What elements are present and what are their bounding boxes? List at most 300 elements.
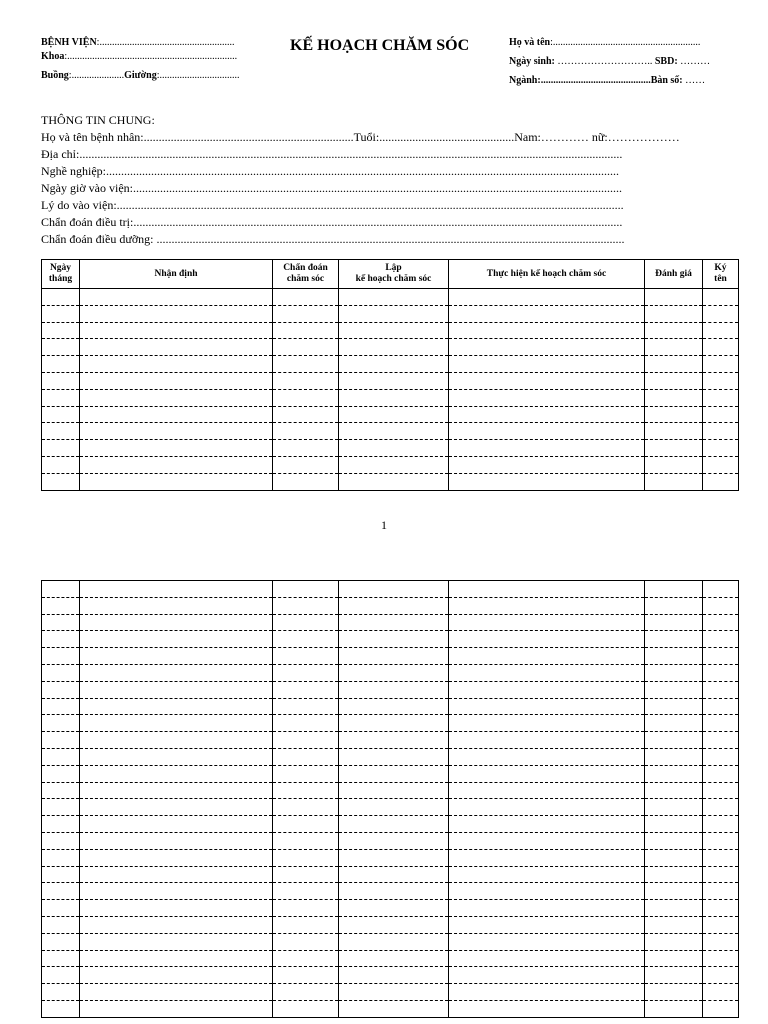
table-cell[interactable]: [449, 372, 645, 389]
nurse-dx-line[interactable]: Chẩn đoán điều dưỡng: ............................................................................................................................................................: [41, 232, 625, 246]
table-cell[interactable]: [339, 765, 449, 782]
table-row: [42, 289, 739, 306]
table-cell[interactable]: [273, 305, 339, 322]
table-cell[interactable]: [703, 614, 739, 631]
table-cell[interactable]: [339, 614, 449, 631]
major-dots[interactable]: ............................................: [540, 75, 651, 86]
dept-dots[interactable]: :....................................................................: [64, 51, 238, 62]
name-dots[interactable]: :...........................................................: [550, 37, 701, 48]
table-cell[interactable]: [645, 406, 703, 423]
table-cell[interactable]: [703, 765, 739, 782]
table-cell[interactable]: [449, 597, 645, 614]
table-cell[interactable]: [339, 984, 449, 1001]
table-cell[interactable]: [645, 732, 703, 749]
table-cell[interactable]: [703, 950, 739, 967]
table-cell[interactable]: [449, 715, 645, 732]
table-cell[interactable]: [339, 698, 449, 715]
table-cell[interactable]: [42, 832, 80, 849]
table-cell[interactable]: [703, 339, 739, 356]
table-cell[interactable]: [339, 1000, 449, 1017]
table-cell[interactable]: [80, 950, 273, 967]
table-cell[interactable]: [703, 305, 739, 322]
table-cell[interactable]: [339, 849, 449, 866]
table-cell[interactable]: [80, 900, 273, 917]
table-cell[interactable]: [339, 866, 449, 883]
table-cell[interactable]: [645, 664, 703, 681]
table-cell[interactable]: [645, 339, 703, 356]
table-cell[interactable]: [449, 614, 645, 631]
table-cell[interactable]: [645, 597, 703, 614]
table-cell[interactable]: [42, 372, 80, 389]
table-cell[interactable]: [645, 984, 703, 1001]
table-cell[interactable]: [449, 473, 645, 490]
table-cell[interactable]: [703, 322, 739, 339]
table-cell[interactable]: [80, 356, 273, 373]
table-cell[interactable]: [80, 372, 273, 389]
table-cell[interactable]: [339, 339, 449, 356]
table-cell[interactable]: [645, 832, 703, 849]
table-cell[interactable]: [273, 866, 339, 883]
table-cell[interactable]: [703, 900, 739, 917]
table-cell[interactable]: [42, 289, 80, 306]
table-cell[interactable]: [80, 664, 273, 681]
table-cell[interactable]: [42, 816, 80, 833]
table-cell[interactable]: [80, 322, 273, 339]
table-cell[interactable]: [80, 473, 273, 490]
table-cell[interactable]: [703, 732, 739, 749]
table-cell[interactable]: [42, 799, 80, 816]
table-row: [42, 456, 739, 473]
table-cell[interactable]: [645, 681, 703, 698]
table-cell[interactable]: [80, 631, 273, 648]
table-cell[interactable]: [273, 597, 339, 614]
table-cell[interactable]: [80, 748, 273, 765]
table-cell[interactable]: [42, 950, 80, 967]
table-cell[interactable]: [339, 799, 449, 816]
table-cell[interactable]: [449, 883, 645, 900]
table-cell[interactable]: [273, 289, 339, 306]
table-cell[interactable]: [449, 816, 645, 833]
table-cell[interactable]: [703, 406, 739, 423]
table-cell[interactable]: [645, 322, 703, 339]
table-cell[interactable]: [42, 597, 80, 614]
table-cell[interactable]: [339, 423, 449, 440]
table-cell[interactable]: [339, 933, 449, 950]
table-cell[interactable]: [645, 748, 703, 765]
table-cell[interactable]: [703, 648, 739, 665]
table-cell[interactable]: [339, 473, 449, 490]
table-cell[interactable]: [80, 883, 273, 900]
table-cell[interactable]: [339, 732, 449, 749]
table-cell[interactable]: [339, 581, 449, 598]
table-cell[interactable]: [449, 440, 645, 457]
table-cell[interactable]: [80, 799, 273, 816]
table-cell[interactable]: [703, 581, 739, 598]
table-cell[interactable]: [339, 305, 449, 322]
address-line[interactable]: Địa chỉ:.....................................................................................................................................................................................: [41, 147, 623, 161]
table-cell[interactable]: [42, 883, 80, 900]
table-cell[interactable]: [80, 456, 273, 473]
table-cell[interactable]: [80, 732, 273, 749]
table-cell[interactable]: [273, 967, 339, 984]
table-cell[interactable]: [273, 339, 339, 356]
table-cell[interactable]: [645, 967, 703, 984]
table-cell[interactable]: [42, 748, 80, 765]
table-cell[interactable]: [80, 305, 273, 322]
table-cell[interactable]: [339, 440, 449, 457]
table-cell[interactable]: [339, 950, 449, 967]
table-cell[interactable]: [80, 614, 273, 631]
table-cell[interactable]: [273, 581, 339, 598]
table-cell[interactable]: [703, 866, 739, 883]
table-cell[interactable]: [273, 631, 339, 648]
table-cell[interactable]: [339, 900, 449, 917]
table-cell[interactable]: [449, 933, 645, 950]
table-cell[interactable]: [645, 765, 703, 782]
table-cell[interactable]: [273, 765, 339, 782]
table-cell[interactable]: [703, 967, 739, 984]
table-cell[interactable]: [273, 698, 339, 715]
table-cell[interactable]: [339, 406, 449, 423]
table-cell[interactable]: [449, 423, 645, 440]
table-cell[interactable]: [339, 782, 449, 799]
table-cell[interactable]: [339, 715, 449, 732]
table-cell[interactable]: [339, 967, 449, 984]
table-cell[interactable]: [703, 456, 739, 473]
table-cell[interactable]: [449, 916, 645, 933]
table-cell[interactable]: [449, 289, 645, 306]
col-plan-line1: Lập: [385, 263, 402, 273]
table-cell[interactable]: [645, 648, 703, 665]
table-cell[interactable]: [703, 289, 739, 306]
table-cell[interactable]: [449, 631, 645, 648]
table-cell[interactable]: [703, 916, 739, 933]
table-cell[interactable]: [339, 456, 449, 473]
table-cell[interactable]: [645, 950, 703, 967]
table-cell[interactable]: [80, 339, 273, 356]
table-cell[interactable]: [645, 900, 703, 917]
table-cell[interactable]: [703, 1000, 739, 1017]
table-cell[interactable]: [42, 581, 80, 598]
table-cell[interactable]: [449, 648, 645, 665]
table-cell[interactable]: [449, 698, 645, 715]
table-cell[interactable]: [645, 816, 703, 833]
table-cell[interactable]: [645, 883, 703, 900]
table-cell[interactable]: [449, 832, 645, 849]
table-cell[interactable]: [42, 866, 80, 883]
table-cell[interactable]: [273, 916, 339, 933]
table-cell[interactable]: [42, 631, 80, 648]
treat-dx-line[interactable]: Chẩn đoán điều trị:...................................................................................................................................................................: [41, 215, 623, 229]
table-cell[interactable]: [703, 832, 739, 849]
table-row: [42, 356, 739, 373]
table-cell[interactable]: [80, 681, 273, 698]
table-cell[interactable]: [703, 748, 739, 765]
room-dots[interactable]: :.....................: [68, 70, 125, 81]
table-cell[interactable]: [42, 322, 80, 339]
table-cell[interactable]: [80, 581, 273, 598]
table-cell[interactable]: [273, 900, 339, 917]
table-cell[interactable]: [339, 631, 449, 648]
table-cell[interactable]: [449, 866, 645, 883]
table-cell[interactable]: [273, 933, 339, 950]
table-cell[interactable]: [645, 933, 703, 950]
table-cell[interactable]: [339, 681, 449, 698]
table-cell[interactable]: [449, 950, 645, 967]
table-cell[interactable]: [273, 648, 339, 665]
table-cell[interactable]: [645, 456, 703, 473]
table-cell[interactable]: [703, 664, 739, 681]
table-cell[interactable]: [42, 715, 80, 732]
table-cell[interactable]: [273, 406, 339, 423]
table-cell[interactable]: [339, 832, 449, 849]
table-cell[interactable]: [645, 473, 703, 490]
table-cell[interactable]: [273, 356, 339, 373]
table-cell[interactable]: [42, 473, 80, 490]
bed-dots[interactable]: :................................: [156, 70, 240, 81]
table-cell[interactable]: [645, 372, 703, 389]
table-cell[interactable]: [42, 916, 80, 933]
table-row: [42, 950, 739, 967]
table-cell[interactable]: [273, 1000, 339, 1017]
table-cell[interactable]: [42, 984, 80, 1001]
table-cell[interactable]: [703, 423, 739, 440]
table-cell[interactable]: [42, 849, 80, 866]
table-cell[interactable]: [339, 664, 449, 681]
table-row: [42, 1000, 739, 1017]
table-cell[interactable]: [645, 1000, 703, 1017]
table-row: [42, 816, 739, 833]
reason-line[interactable]: Lý do vào viện:.........................................................................................................................................................................: [41, 198, 624, 212]
table-cell[interactable]: [80, 832, 273, 849]
table-cell[interactable]: [80, 406, 273, 423]
table-cell[interactable]: [273, 984, 339, 1001]
table-cell[interactable]: [80, 782, 273, 799]
table-cell[interactable]: [339, 883, 449, 900]
table-cell[interactable]: [645, 614, 703, 631]
table-cell[interactable]: [645, 866, 703, 883]
table-cell[interactable]: [449, 389, 645, 406]
table-cell[interactable]: [645, 715, 703, 732]
table-cell[interactable]: [273, 950, 339, 967]
table-cell[interactable]: [80, 967, 273, 984]
table-cell[interactable]: [703, 440, 739, 457]
table-cell[interactable]: [273, 832, 339, 849]
admit-time-line[interactable]: Ngày giờ vào viện:...................................................................................................................................................................: [41, 181, 622, 195]
table-cell[interactable]: [42, 305, 80, 322]
table-cell[interactable]: [42, 967, 80, 984]
table-cell[interactable]: [645, 849, 703, 866]
table-cell[interactable]: [273, 782, 339, 799]
table-cell[interactable]: [80, 765, 273, 782]
dob-dots[interactable]: ………………………..: [557, 56, 653, 67]
table-cell[interactable]: [42, 456, 80, 473]
table-cell[interactable]: [703, 631, 739, 648]
table-row: [42, 681, 739, 698]
table-row: [42, 581, 739, 598]
table-cell[interactable]: [273, 748, 339, 765]
table-cell[interactable]: [645, 916, 703, 933]
table-cell[interactable]: [42, 900, 80, 917]
table-cell[interactable]: [42, 614, 80, 631]
table-cell[interactable]: [80, 389, 273, 406]
table-cell[interactable]: [80, 715, 273, 732]
table-row: [42, 866, 739, 883]
patient-line[interactable]: Họ và tên bệnh nhân:......................................................................Tuổi:.............................................Nam:………… nữ:………………: [41, 130, 680, 144]
table-cell[interactable]: [273, 456, 339, 473]
table-cell[interactable]: [42, 339, 80, 356]
col-sign-line1: Ký: [714, 263, 727, 273]
table-cell[interactable]: [273, 322, 339, 339]
table-cell[interactable]: [42, 440, 80, 457]
table-cell[interactable]: [645, 356, 703, 373]
table-cell[interactable]: [273, 423, 339, 440]
table-cell[interactable]: [703, 816, 739, 833]
table-cell[interactable]: [449, 732, 645, 749]
table-cell[interactable]: [645, 698, 703, 715]
table-cell[interactable]: [42, 356, 80, 373]
table-cell[interactable]: [273, 883, 339, 900]
table-cell[interactable]: [645, 289, 703, 306]
table-cell[interactable]: [42, 933, 80, 950]
table-cell[interactable]: [42, 648, 80, 665]
table-cell[interactable]: [42, 1000, 80, 1017]
table-cell[interactable]: [42, 681, 80, 698]
table-cell[interactable]: [80, 866, 273, 883]
table-cell[interactable]: [42, 732, 80, 749]
table-cell[interactable]: [339, 816, 449, 833]
desk-dots[interactable]: ……: [685, 75, 706, 86]
col-exec-header: Thực hiện kế hoạch chăm sóc: [449, 260, 645, 289]
table-cell[interactable]: [703, 473, 739, 490]
table-cell[interactable]: [449, 748, 645, 765]
table-cell[interactable]: [449, 1000, 645, 1017]
table-cell[interactable]: [273, 614, 339, 631]
table-cell[interactable]: [703, 883, 739, 900]
table-cell[interactable]: [273, 732, 339, 749]
table-cell[interactable]: [449, 799, 645, 816]
table-cell[interactable]: [449, 339, 645, 356]
table-cell[interactable]: [80, 648, 273, 665]
table-cell[interactable]: [273, 664, 339, 681]
table-cell[interactable]: [703, 933, 739, 950]
table-cell[interactable]: [339, 748, 449, 765]
table-cell[interactable]: [703, 782, 739, 799]
hospital-dots[interactable]: :......................................................: [96, 37, 235, 48]
table-cell[interactable]: [703, 849, 739, 866]
table-cell[interactable]: [273, 849, 339, 866]
sbd-label: SBD:: [654, 56, 678, 67]
table-cell[interactable]: [703, 389, 739, 406]
table-cell[interactable]: [449, 849, 645, 866]
table-cell[interactable]: [645, 440, 703, 457]
table-cell[interactable]: [273, 473, 339, 490]
table-cell[interactable]: [449, 356, 645, 373]
col-dx-line1: Chẩn đoán: [283, 263, 328, 273]
table-cell[interactable]: [42, 389, 80, 406]
table-cell[interactable]: [80, 984, 273, 1001]
table-cell[interactable]: [273, 681, 339, 698]
table-cell[interactable]: [645, 631, 703, 648]
table-cell[interactable]: [703, 715, 739, 732]
table-cell[interactable]: [80, 816, 273, 833]
table-cell[interactable]: [449, 681, 645, 698]
table-cell[interactable]: [645, 423, 703, 440]
table-cell[interactable]: [449, 305, 645, 322]
table-cell[interactable]: [80, 916, 273, 933]
table-cell[interactable]: [42, 423, 80, 440]
table-cell[interactable]: [80, 423, 273, 440]
table-cell[interactable]: [273, 799, 339, 816]
table-cell[interactable]: [703, 799, 739, 816]
table-cell[interactable]: [449, 456, 645, 473]
table-cell[interactable]: [273, 816, 339, 833]
table-cell[interactable]: [339, 356, 449, 373]
table-cell[interactable]: [645, 581, 703, 598]
table-cell[interactable]: [80, 1000, 273, 1017]
table-cell[interactable]: [273, 372, 339, 389]
table-cell[interactable]: [703, 698, 739, 715]
table-cell[interactable]: [273, 440, 339, 457]
job-line[interactable]: Nghề nghiệp:...........................................................................................................................................................................: [41, 164, 619, 178]
table-cell[interactable]: [339, 289, 449, 306]
table-cell[interactable]: [645, 305, 703, 322]
table-cell[interactable]: [449, 984, 645, 1001]
table-cell[interactable]: [339, 322, 449, 339]
dept-field: [41, 51, 237, 62]
table-cell[interactable]: [42, 406, 80, 423]
table-cell[interactable]: [339, 597, 449, 614]
table-cell[interactable]: [80, 849, 273, 866]
table-cell[interactable]: [703, 681, 739, 698]
dob-label: Ngày sinh:: [509, 56, 555, 67]
table-cell[interactable]: [80, 289, 273, 306]
table-cell[interactable]: [80, 597, 273, 614]
table-cell[interactable]: [449, 900, 645, 917]
table-cell[interactable]: [273, 715, 339, 732]
table-cell[interactable]: [449, 581, 645, 598]
table-cell[interactable]: [42, 698, 80, 715]
table-cell[interactable]: [339, 916, 449, 933]
sbd-dots[interactable]: ………: [680, 56, 711, 67]
table-cell[interactable]: [339, 648, 449, 665]
table-cell[interactable]: [645, 782, 703, 799]
table-cell[interactable]: [449, 782, 645, 799]
table-cell[interactable]: [42, 765, 80, 782]
table-cell[interactable]: [703, 597, 739, 614]
col-dx-line2: chăm sóc: [286, 274, 325, 284]
table-cell[interactable]: [703, 356, 739, 373]
table-cell[interactable]: [703, 372, 739, 389]
table-row: [42, 748, 739, 765]
table-cell[interactable]: [449, 765, 645, 782]
table-cell[interactable]: [339, 372, 449, 389]
table-cell[interactable]: [703, 984, 739, 1001]
table-cell[interactable]: [449, 322, 645, 339]
table-cell[interactable]: [273, 389, 339, 406]
table-cell[interactable]: [80, 440, 273, 457]
table-cell[interactable]: [449, 664, 645, 681]
table-cell[interactable]: [80, 933, 273, 950]
table-cell[interactable]: [80, 698, 273, 715]
table-cell[interactable]: [42, 664, 80, 681]
table-cell[interactable]: [645, 389, 703, 406]
table-cell[interactable]: [339, 389, 449, 406]
table-cell[interactable]: [645, 799, 703, 816]
table-cell[interactable]: [449, 406, 645, 423]
table-cell[interactable]: [449, 967, 645, 984]
table-cell[interactable]: [42, 782, 80, 799]
